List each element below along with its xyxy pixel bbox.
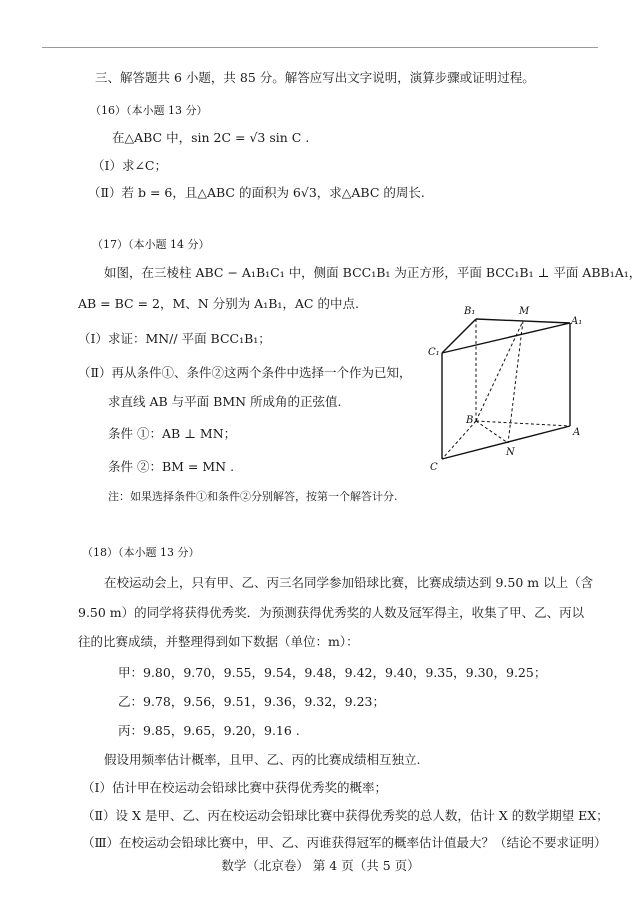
segment-b-m — [476, 321, 523, 421]
label-b: B — [466, 415, 474, 426]
edge-b-c — [442, 421, 476, 459]
edge-c1-b1 — [442, 319, 476, 353]
q17-label: （17）（本小题 14 分） — [92, 238, 210, 251]
q16-stem: 在△ABC 中，sin 2C = √3 sin C . — [112, 130, 310, 145]
q17-stem-line2: AB = BC = 2，M、N 分别为 A₁B₁，AC 的中点. — [78, 296, 359, 311]
q17-condition1: 条件 ①：AB ⊥ MN； — [108, 426, 237, 441]
top-rule — [42, 47, 598, 48]
page-footer: 数学（北京卷） 第 4 页（共 5 页） — [221, 858, 420, 873]
q18-data-bing: 丙：9.85，9.65，9.20，9.16 . — [118, 723, 300, 738]
q17-condition2: 条件 ②：BM = MN . — [108, 459, 235, 474]
q17-part1: （Ⅰ）求证：MN// 平面 BCC₁B₁； — [78, 331, 271, 346]
segment-b-n — [476, 421, 508, 443]
q17-note: 注：如果选择条件①和条件②分别解答，按第一个解答计分. — [108, 490, 398, 503]
label-c: C — [430, 462, 438, 472]
label-a1: A₁ — [571, 316, 583, 327]
label-b1: B₁ — [464, 306, 476, 317]
section-heading: 三、解答题共 6 小题，共 85 分。解答应写出文字说明，演算步骤或证明过程。 — [95, 70, 535, 85]
edge-b-a — [476, 421, 570, 426]
q16-part1: （Ⅰ）求∠C； — [92, 158, 167, 173]
prism-figure — [428, 302, 588, 472]
q18-part3: （Ⅲ）在校运动会铅球比赛中，甲、乙、丙谁获得冠军的概率估计值最大？（结论不要求证明） — [82, 835, 607, 850]
label-m: M — [519, 306, 530, 317]
q18-part2: （Ⅱ）设 X 是甲、乙、丙在校运动会铅球比赛中获得优秀奖的总人数，估计 X 的数学期望 EX； — [82, 808, 609, 823]
edge-c1-a1 — [442, 323, 570, 353]
q18-data-jia: 甲：9.80，9.70，9.55，9.54，9.48，9.42，9.40，9.35，9.30，9.25； — [118, 665, 547, 680]
q18-stem-line2: 9.50 m）的同学将获得优秀奖．为预测获得优秀奖的人数及冠军得主，收集了甲、乙、丙以 — [78, 605, 585, 620]
q17-part2-line1: （Ⅱ）再从条件①、条件②这两个条件中选择一个作为已知， — [78, 365, 412, 380]
q16-part2: （Ⅱ）若 b = 6，且△ABC 的面积为 6√3，求△ABC 的周长. — [88, 185, 425, 200]
q18-assumption: 假设用频率估计概率，且甲、乙、丙的比赛成绩相互独立. — [104, 752, 421, 767]
q18-part1: （Ⅰ）估计甲在校运动会铅球比赛中获得优秀奖的概率； — [82, 780, 387, 795]
label-n: N — [506, 447, 515, 458]
label-c1: C₁ — [428, 347, 440, 358]
q18-stem-line3: 往的比赛成绩，并整理得到如下数据（单位：m）： — [78, 634, 359, 649]
q17-stem-line1: 如图，在三棱柱 ABC − A₁B₁C₁ 中，侧面 BCC₁B₁ 为正方形，平面 BCC₁B₁ ⊥ 平面 ABB₁A₁， — [104, 265, 641, 280]
q18-label: （18）（本小题 13 分） — [82, 546, 200, 559]
q18-data-yi: 乙：9.78，9.56，9.51，9.36，9.32，9.23； — [118, 694, 385, 709]
q16-label: （16）（本小题 13 分） — [90, 104, 208, 117]
label-a: A — [573, 427, 581, 438]
q17-part2-line2: 求直线 AB 与平面 BMN 所成角的正弦值. — [108, 394, 342, 409]
q18-stem-line1: 在校运动会上，只有甲、乙、丙三名同学参加铅球比赛，比赛成绩达到 9.50 m 以上（含 — [104, 575, 594, 590]
segment-m-n — [508, 321, 523, 443]
